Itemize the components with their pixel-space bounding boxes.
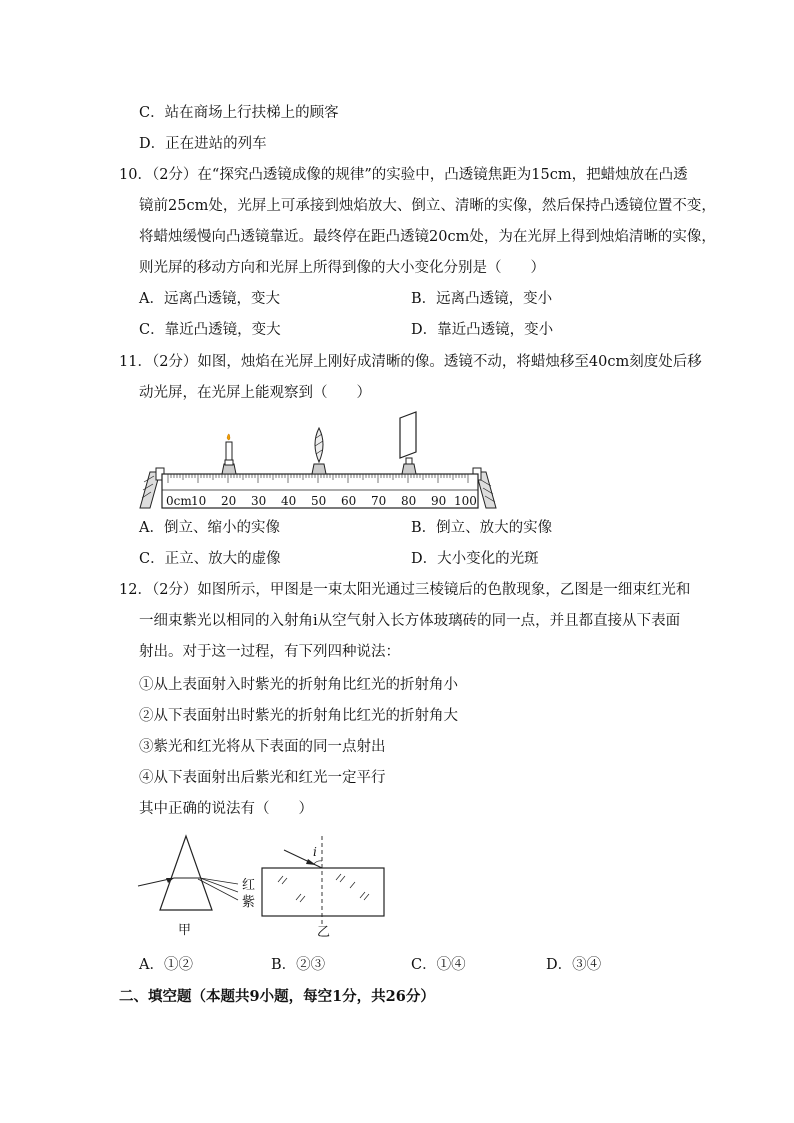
q11-line-2: 动光屏，在光屏上能观察到（ ） — [139, 385, 371, 401]
section-2-heading: 二、填空题（本题共9小题，每空1分，共26分） — [119, 988, 435, 1005]
prev-option-d: D．正在进站的列车 — [139, 136, 267, 152]
q10-line-1: 10．（2分）在“探究凸透镜成像的规律”的实验中，凸透镜焦距为15cm，把蜡烛放在凸透 — [119, 167, 688, 183]
bench-label-70: 70 — [371, 494, 387, 508]
light-screen-icon — [400, 412, 416, 474]
q12-option-c: C．①④ — [411, 957, 466, 973]
prev-option-c: C．站在商场上行扶梯上的顾客 — [139, 105, 339, 121]
q12-statement-2: ②从下表面射出时紫光的折射角比红光的折射角大 — [139, 708, 458, 724]
q11-option-a: A．倒立、缩小的实像 — [139, 520, 280, 536]
q11-line-1: 11．（2分）如图，烛焰在光屏上刚好成清晰的像。透镜不动，将蜡烛移至40cm刻度处后移 — [119, 354, 702, 370]
bench-label-80: 80 — [401, 494, 417, 508]
label-jia: 甲 — [178, 923, 192, 938]
q10-line-3: 将蜡烛缓慢向凸透镜靠近。最终停在距凸透镜20cm处，为在光屏上得到烛焰清晰的实像， — [139, 229, 716, 245]
q10-line-4: 则光屏的移动方向和光屏上所得到像的大小变化分别是（ ） — [139, 260, 545, 276]
bench-label-60: 60 — [341, 494, 357, 508]
q10-option-b: B．远离凸透镜，变小 — [411, 291, 553, 307]
bench-label-30: 30 — [251, 494, 267, 508]
bench-label-100: 100 — [454, 494, 477, 508]
bench-label-40: 40 — [281, 494, 297, 508]
q12-line-prompt: 其中正确的说法有（ ） — [139, 801, 313, 817]
bench-label-20: 20 — [221, 494, 237, 508]
q11-option-b: B．倒立、放大的实像 — [411, 520, 553, 536]
q12-line-3: 射出。对于这一过程，有下列四种说法： — [139, 644, 400, 660]
bench-label-0: 0cm — [166, 494, 192, 508]
label-yi: 乙 — [317, 925, 331, 940]
glass-block-icon — [262, 836, 384, 926]
bench-label-50: 50 — [311, 494, 327, 508]
optical-bench-figure — [138, 410, 508, 510]
label-angle-i: i — [313, 845, 317, 859]
q10-option-c: C．靠近凸透镜，变大 — [139, 322, 281, 338]
q12-statement-4: ④从下表面射出后紫光和红光一定平行 — [139, 770, 386, 786]
q12-statement-1: ①从上表面射入时紫光的折射角比红光的折射角小 — [139, 677, 458, 693]
q12-statement-3: ③紫光和红光将从下表面的同一点射出 — [139, 739, 386, 755]
q11-option-c: C．正立、放大的虚像 — [139, 551, 281, 567]
label-red: 红 — [242, 878, 256, 893]
convex-lens-icon — [312, 428, 326, 474]
q10-line-2: 镜前25cm处，光屏上可承接到烛焰放大、倒立、清晰的实像，然后保持凸透镜位置不变， — [139, 198, 716, 214]
q12-option-d: D．③④ — [546, 957, 602, 973]
q12-line-1: 12．（2分）如图所示，甲图是一束太阳光通过三棱镜后的色散现象，乙图是一细束红光和 — [119, 582, 691, 598]
prism-icon — [138, 836, 238, 910]
q10-option-d: D．靠近凸透镜，变小 — [411, 322, 554, 338]
q12-option-b: B．②③ — [271, 957, 326, 973]
q10-option-a: A．远离凸透镜，变大 — [139, 291, 280, 307]
candle-icon — [222, 434, 236, 474]
prism-glass-figure — [136, 830, 396, 942]
q12-line-2: 一细束紫光以相同的入射角i从空气射入长方体玻璃砖的同一点，并且都直接从下表面 — [139, 613, 681, 629]
bench-label-10: 10 — [191, 494, 207, 508]
q11-option-d: D．大小变化的光斑 — [411, 551, 539, 567]
q12-option-a: A．①② — [139, 957, 193, 973]
label-purple: 紫 — [242, 895, 256, 910]
bench-label-90: 90 — [431, 494, 447, 508]
